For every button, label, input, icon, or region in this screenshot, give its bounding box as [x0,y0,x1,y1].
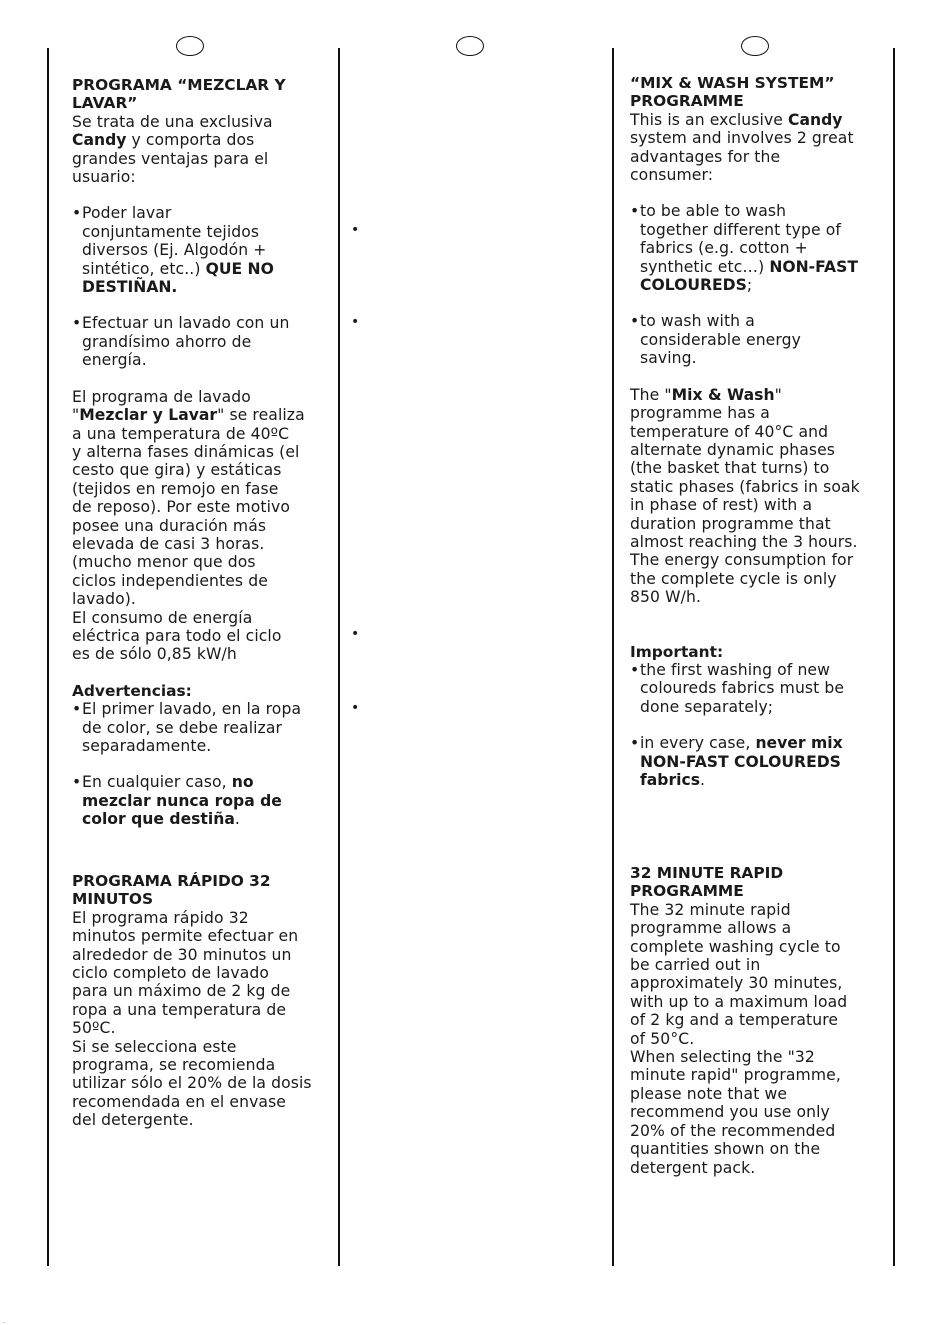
rapid-program-title-en: 32 MINUTE RAPID PROGRAMME [630,864,784,901]
brand-name: Candy [72,131,127,150]
rapid-program-body-es: El programa rápido 32 minutos permite efectuar en alrededor de 30 minutos un ciclo completo de lavado para un máximo de 2 kg de ropa a una temperatura de 50ºC. Si se selecciona este programa, se recomienda utilizar sólo el 20% de la dosis recomendada en el envase del detergente. [72,908,312,1130]
bullet-dot: • [72,204,82,223]
rapid-program-es [72,872,334,1130]
brand-name: Candy [788,110,843,129]
important-title-en: Important: [630,642,724,661]
english-column [630,74,892,789]
middle-bullet: • [351,626,360,642]
mix-program-body-en: The "Mix & Wash" programme has a temperature of 40°C and alternate dynamic phases (the basket that turns) to static phases (fabrics in soak in phase of rest) with a duration programme that almost reaching the 3 hours. The energy consumption for the complete cycle is only 850 W/h. [630,385,860,607]
middle-bullet: • [351,314,360,330]
bullet-item: • En cualquier caso, no mezclar nunca ropa de color que destiña. [72,773,282,829]
stray-mark: . [3,1318,5,1325]
bullet-item: • in every case, never mix NON-FAST COLOUREDS fabrics. [630,734,843,789]
column-rule-middle [338,48,340,1266]
language-circle-spanish [176,36,204,56]
rapid-program-title-es: PROGRAMA RÁPIDO 32 MINUTOS [72,872,271,909]
bullet-dot: • [630,312,640,331]
bullet-dot: • [72,700,82,719]
spanish-column [72,76,334,829]
language-circle-middle [456,36,484,56]
bullet-item: • Efectuar un lavado con un grandísimo ahorro de energía. [72,314,290,370]
bullet-dot: • [630,734,640,753]
mix-program-body-es: El programa de lavado "Mezclar y Lavar" se realiza a una temperatura de 40ºC y alterna fases dinámicas (el cesto que gira) y estáticas (tejidos en remojo en fase de reposo). Por este motivo posee una duración más elevada de casi 3 horas. (mucho menor que dos ciclos independientes de lavado). El consumo de energía eléctrica para todo el ciclo es de sólo 0,85 kW/h [72,387,305,664]
bullet-item: • to be able to wash together different type of fabrics (e.g. cotton + synthetic etc…) NON-FAST COLOUREDS; [630,202,858,295]
mix-program-intro-es: Se trata de una exclusiva Candy y comporta dos grandes ventajas para el usuario: [72,112,273,187]
warnings-title-es: Advertencias: [72,681,192,700]
mix-program-intro-en: This is an exclusive Candy system and involves 2 great advantages for the consumer: [630,110,854,185]
column-rule-right [612,48,614,1266]
bullet-item: • the first washing of new coloureds fabrics must be done separately; [630,660,845,716]
bullet-dot: • [72,773,82,792]
bullet-item: • El primer lavado, en la ropa de color, se debe realizar separadamente. [72,700,302,755]
bullet-item: • Poder lavar conjuntamente tejidos diversos (Ej. Algodón + sintético, etc..) QUE NO DESTIÑAN. [72,204,274,297]
rapid-program-en [630,864,892,1177]
middle-bullet: • [351,700,360,716]
bullet-dot: • [630,202,640,221]
bullet-item: • to wash with a considerable energy saving. [630,312,801,368]
column-rule-left [47,48,49,1266]
mix-program-title-en: “MIX & WASH SYSTEM” PROGRAMME [630,74,835,111]
rapid-program-body-en: The 32 minute rapid programme allows a complete washing cycle to be carried out in approximately 30 minutes, with up to a maximum load of 2 kg and a temperature of 50°C. When selecting the "32 minute rapid" programme, please note that we recommend you use only 20% of the recommended quantities shown on the detergent pack. [630,900,848,1177]
bullet-dot: • [630,660,640,679]
bullet-dot: • [72,314,82,333]
column-rule-far-right [893,48,895,1266]
language-circle-english [741,36,769,56]
middle-bullet: • [351,222,360,238]
mix-program-title-es: PROGRAMA “MEZCLAR Y LAVAR” [72,76,286,113]
